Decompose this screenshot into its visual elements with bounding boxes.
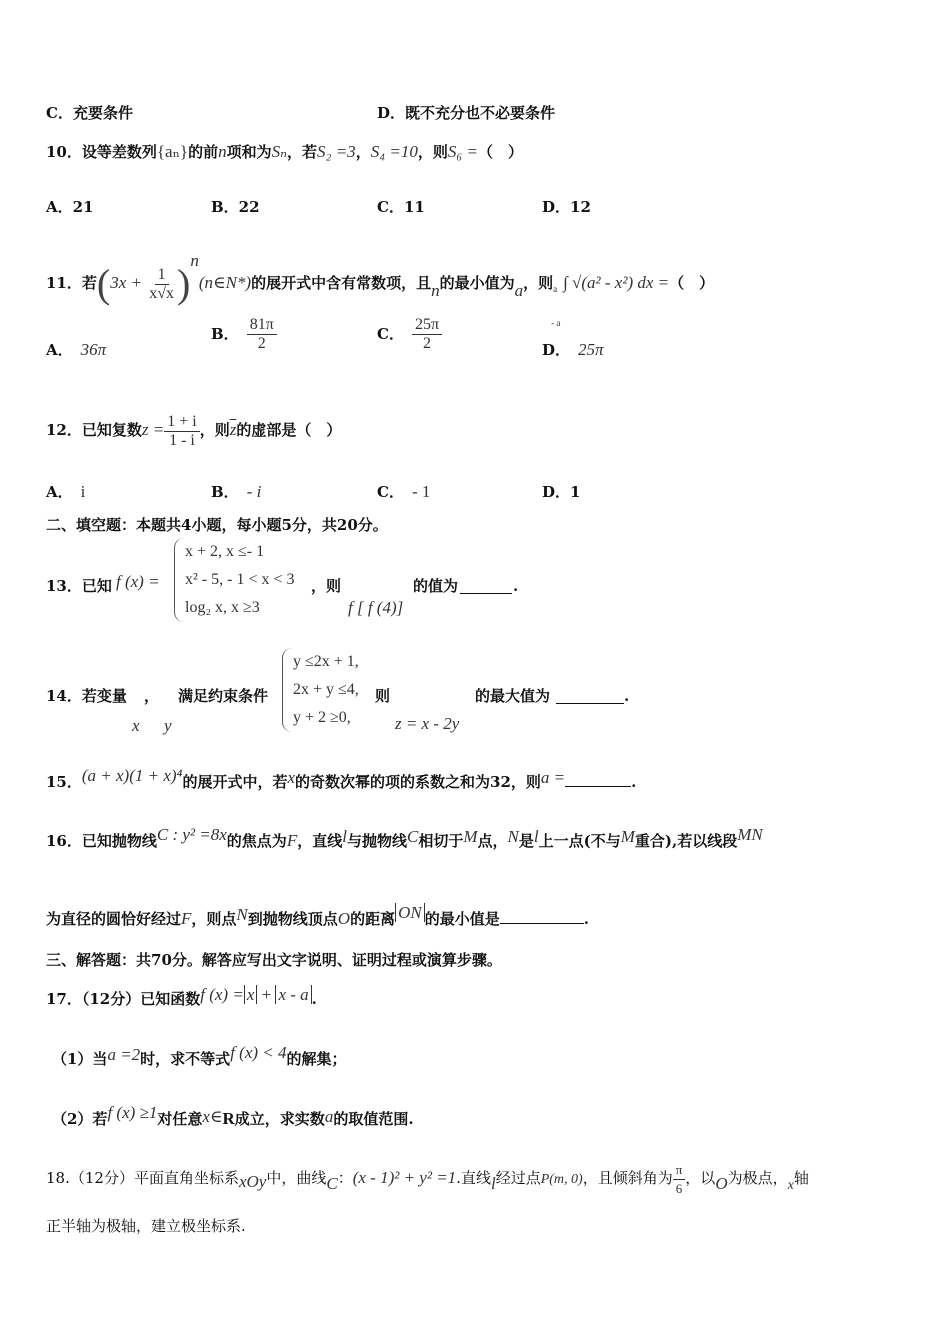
q14-answer-blank[interactable] [556, 689, 624, 704]
question-18-line2: 正半轴为极轴，建立极坐标系. [46, 1217, 246, 1235]
question-14: 14．若变量 x ， y 满足约束条件 y ≤2x + 1, 2x + y ≤4, y + 2 ≥0, 则 z = x - 2y 的最大值为 . [46, 648, 910, 738]
q10-option-a: A．21 [46, 198, 94, 216]
q13-piecewise: x + 2, x ≤- 1 x² - 5, - 1 < x < 3 log₂ x, x ≥3 [174, 538, 295, 622]
q11-option-b: B． $\frac{81\pi}{2}$ [211, 316, 277, 353]
q11-option-c: C． $\frac{25\pi}{2}$ [377, 316, 442, 353]
question-10: 10．设等差数列{aₙ}的前n项和为Sₙ，若S₂ =3，S₄ =10，则S₆ =（ ） [46, 142, 524, 161]
q9-option-c: C．充要条件 [46, 104, 133, 122]
q13-answer-blank[interactable] [460, 579, 512, 594]
q12-fraction: $\frac{1 + i}{1 - i}$ [164, 413, 199, 450]
question-17-part-2: （2）若f (x) ≥1对任意x∈R成立，求实数a的取值范围. [52, 1103, 414, 1128]
question-17: 17．（12分）已知函数f (x) = x + x - a . [46, 985, 317, 1008]
q12-option-a: A． i [46, 482, 86, 501]
q11-option-d: D． 25π [542, 340, 604, 359]
q10-option-c: C．11 [377, 198, 425, 216]
q11-fraction: $\frac{1}{x√x}$ [149, 265, 175, 302]
q11-option-a: A． 36π [46, 340, 107, 359]
q15-answer-blank[interactable] [565, 772, 631, 787]
question-13: 13．已知 f (x) = x + 2, x ≤- 1 x² - 5, - 1 < x < 3 log₂ x, x ≥3 ，则 f [ f (4)] 的值为 . [46, 538, 910, 628]
question-17-part-1: （1）当a =2时，求不等式f (x) < 4的解集； [52, 1043, 347, 1068]
question-11: 11．若(3x + $\frac{1}{x√x}$ )$^n$(n∈N*)的展开式中含有常数项，且n的最小值为a，则 a - a ∫ √(a² - x²) dx =（ ） [46, 251, 715, 328]
section-3-heading: 三、解答题：共70分。解答应写出文字说明、证明过程或演算步骤。 [46, 951, 502, 969]
q14-constraints: y ≤2x + 1, 2x + y ≤4, y + 2 ≥0, [282, 648, 359, 732]
q9-option-d: D．既不充分也不必要条件 [377, 104, 556, 122]
section-2-heading: 二、填空题：本题共4小题，每小题5分，共20分。 [46, 516, 388, 534]
question-16: 16．已知抛物线C : y² =8x的焦点为F，直线l与抛物线C相切于M点，N是l上一点(不与M重合),若以线段MN [46, 825, 763, 850]
question-12: 12．已知复数z = $\frac{1 + i}{1 - i}$ ，则$\overline{z}$的虚部是（ ） [46, 412, 342, 449]
q10-option-b: B．22 [211, 198, 260, 216]
question-18: 18.（12分）平面直角坐标系xOy中，曲线C：(x - 1)² + y² =1.直线l经过点P(m, 0)，且倾斜角为 $\frac{\pi}{6}$ ，以O为极点，x轴 [46, 1161, 809, 1196]
question-16-line2: 为直径的圆恰好经过F，则点N到抛物线顶点O的距离 ON 的最小值是 . [46, 903, 589, 928]
q12-option-b: B． - i [211, 482, 262, 501]
q12-option-d: D．1 [542, 483, 581, 501]
question-15: 15．(a + x)(1 + x)⁴的展开式中，若x的奇数次幂的项的系数之和为32，则a = . [46, 766, 637, 791]
q10-option-d: D．12 [542, 198, 591, 216]
q16-answer-blank[interactable] [500, 909, 584, 924]
q12-option-c: C． - 1 [377, 482, 431, 501]
